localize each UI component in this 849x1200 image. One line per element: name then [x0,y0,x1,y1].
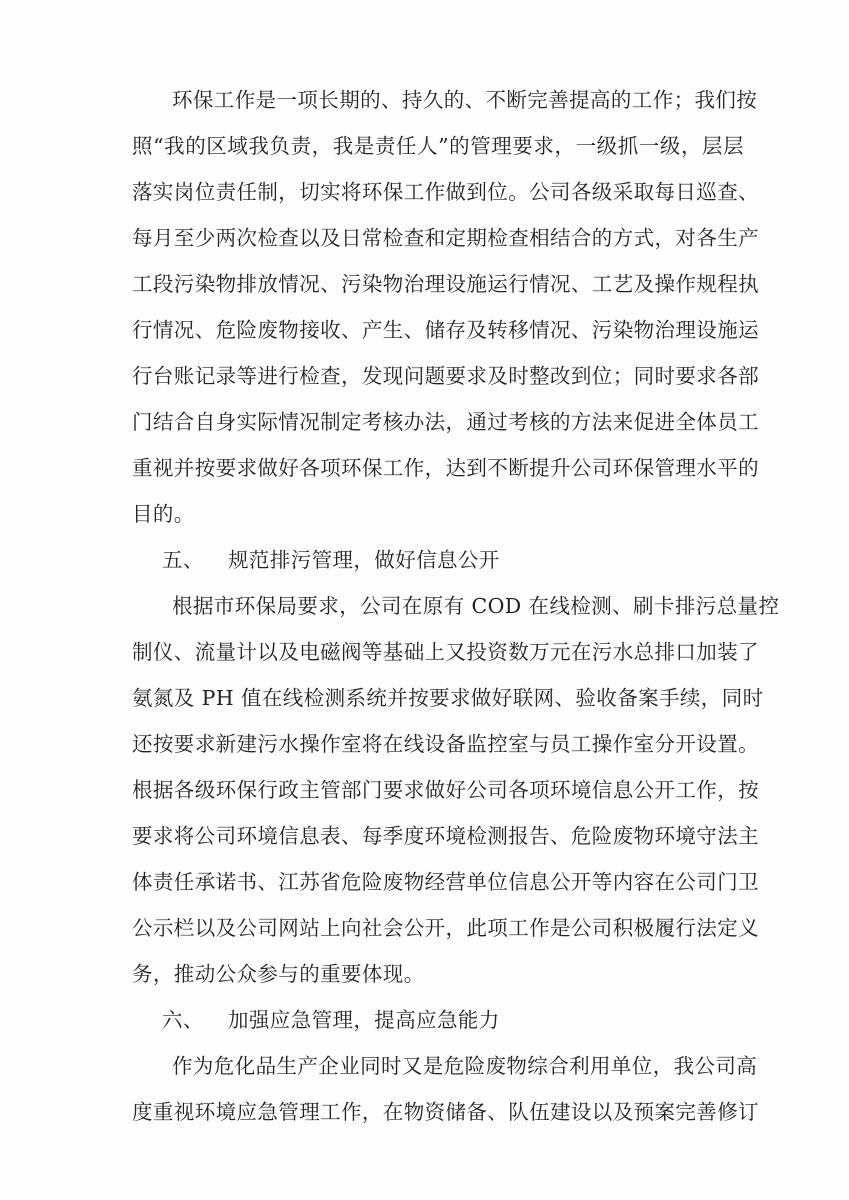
paragraph-2-line: 务，推动公众参与的重要体现。 [132,962,425,986]
paragraph-2-line: 制仪、流量计以及电磁阀等基础上又投资数万元在污水总排口加装了 [132,640,759,664]
paragraph-1-line: 每月至少两次检查以及日常检查和定期检查相结合的方式，对各生产 [132,226,759,250]
paragraph-1-line: 照“我的区域我负责，我是责任人”的管理要求，一级抓一级，层层 [132,134,744,158]
paragraph-2-line: 要求将公司环境信息表、每季度环境检测报告、危险废物环境守法主 [132,824,759,848]
paragraph-1-line: 落实岗位责任制，切实将环保工作做到位。公司各级采取每日巡查、 [132,180,759,204]
section-title: 加强应急管理，提高应急能力 [228,1008,500,1032]
section-number: 五、 [162,548,204,572]
paragraph-2-line: 氨氮及 PH 值在线检测系统并按要求做好联网、验收备案手续，同时 [132,686,764,710]
section-heading-6 [162,1006,500,1034]
section-title: 规范排污管理，做好信息公开 [228,548,500,572]
paragraph-1-line: 行情况、危险废物接收、产生、储存及转移情况、污染物治理设施运 [132,318,759,342]
paragraph-2-line: 根据各级环保行政主管部门要求做好公司各项环境信息公开工作，按 [132,778,759,802]
paragraph-2-line: 公示栏以及公司网站上向社会公开，此项工作是公司积极履行法定义 [132,916,759,940]
paragraph-3-line: 作为危化品生产企业同时又是危险废物综合利用单位，我公司高 [172,1054,758,1078]
paragraph-2-line: 还按要求新建污水操作室将在线设备监控室与员工操作室分开设置。 [132,732,759,756]
paragraph-1-line: 行台账记录等进行检查，发现问题要求及时整改到位；同时要求各部 [132,364,759,388]
paragraph-2-line: 根据市环保局要求，公司在原有 COD 在线检测、刷卡排污总量控 [172,594,780,618]
paragraph-1-line: 环保工作是一项长期的、持久的、不断完善提高的工作；我们按 [172,88,758,112]
paragraph-1-line: 目的。 [132,502,195,526]
paragraph-1-line: 门结合自身实际情况制定考核办法，通过考核的方法来促进全体员工 [132,410,759,434]
paragraph-3-line: 度重视环境应急管理工作，在物资储备、队伍建设以及预案完善修订 [132,1100,759,1124]
paragraph-1-line: 重视并按要求做好各项环保工作，达到不断提升公司环保管理水平的 [132,456,759,480]
paragraph-1-line: 工段污染物排放情况、污染物治理设施运行情况、工艺及操作规程执 [132,272,759,296]
paragraph-2-line: 体责任承诺书、江苏省危险废物经营单位信息公开等内容在公司门卫 [132,870,759,894]
section-number: 六、 [162,1008,204,1032]
section-heading-5 [162,546,500,574]
